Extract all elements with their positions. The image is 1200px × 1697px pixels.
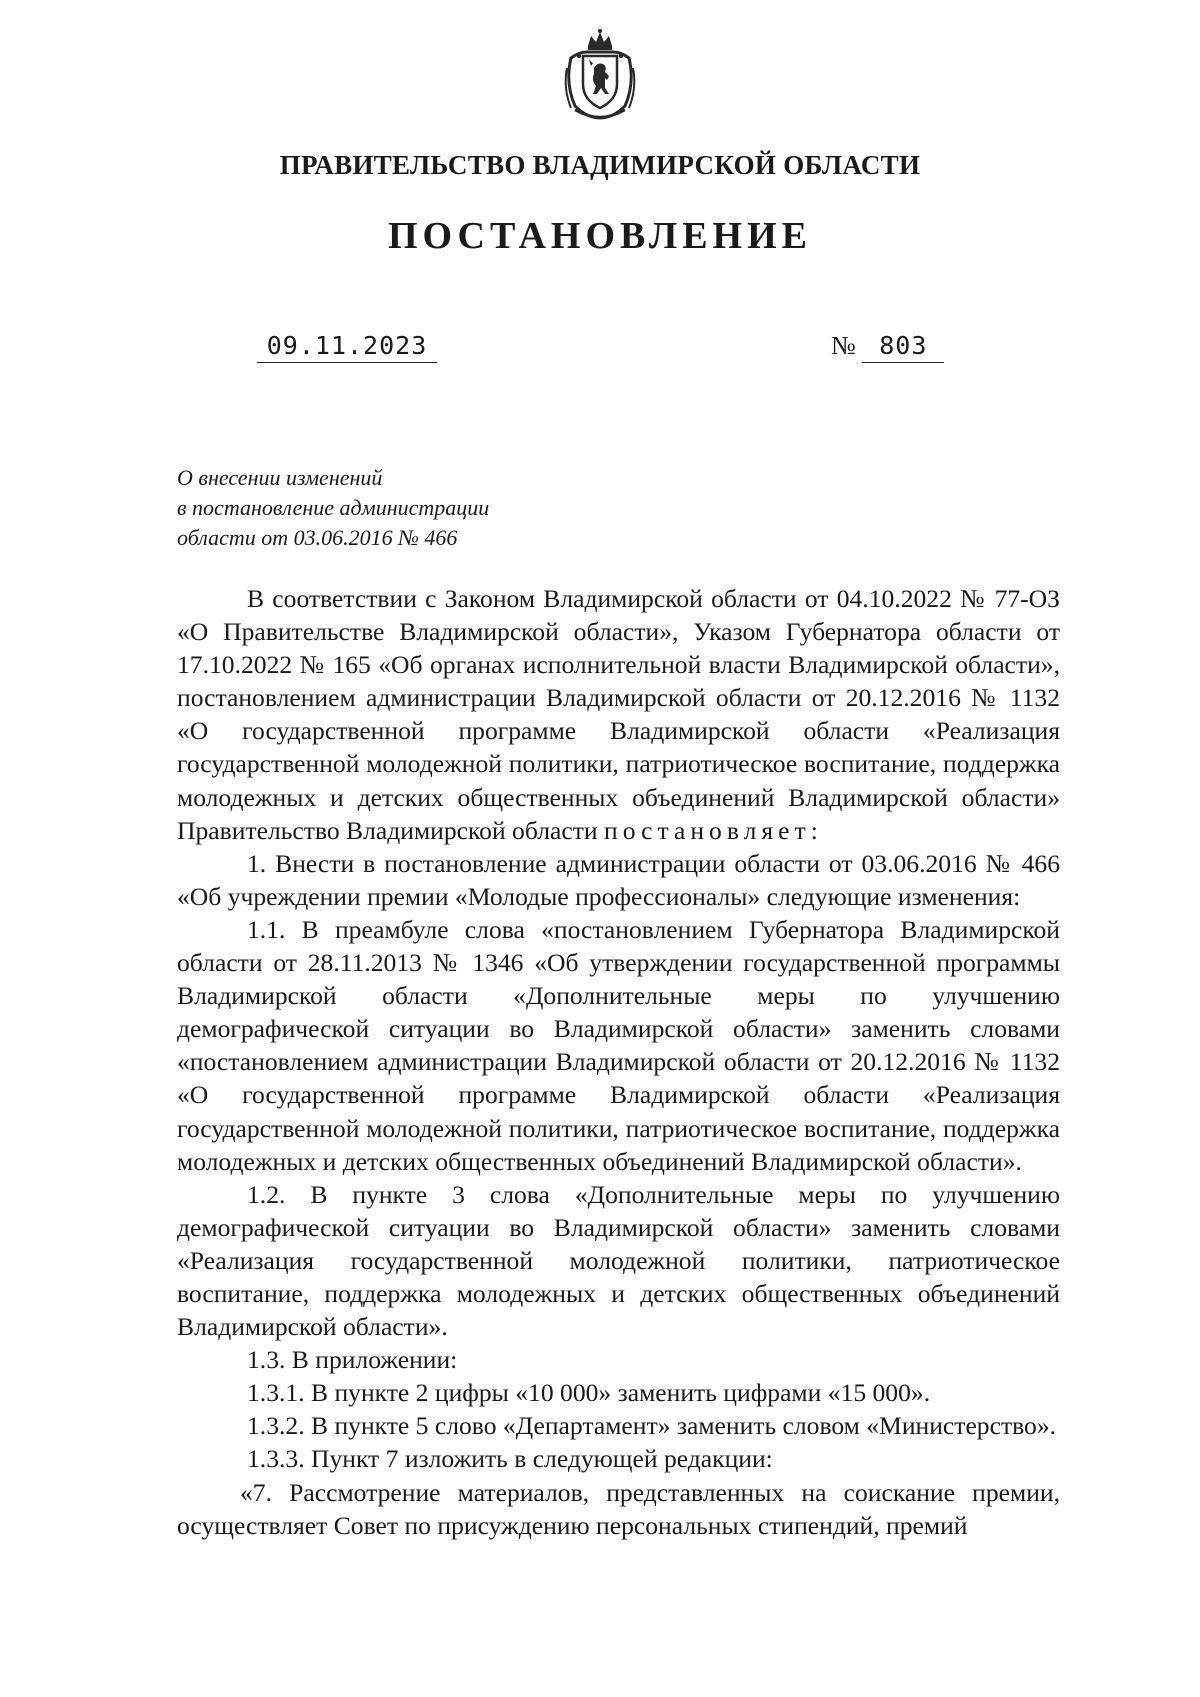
- item-1-3-3: 1.3.3. Пункт 7 изложить в следующей редакции:: [247, 1444, 773, 1474]
- preamble-text: В соответствии с Законом Владимирской области от 04.10.2022 № 77-ОЗ «О Правительстве Владимирской области», Указом Губернатора области от 17.10.2022 № 165 «Об органах исполнительной власти Владимирской области», постановлением администрации Владимирской области от 20.12.2016 № 1132 «О государственной программе Владимирской области «Реализация государственной молодежной политики, патриотическое воспитание, поддержка молодежных и детских общественных объединений Владимирской области» Правительство Владимирской области: [177, 584, 1060, 845]
- number-sign: №: [831, 331, 856, 360]
- item-1-3-1: 1.3.1. В пункте 2 цифры «10 000» заменить цифрами «15 000».: [247, 1378, 931, 1408]
- subject-line: О внесении изменений: [177, 465, 383, 490]
- document-number: 803: [862, 330, 944, 363]
- item-7-quote: «7. Рассмотрение материалов, представленных на соискание премии, осуществляет Совет по присуждению персональных стипендий, премий: [177, 1477, 1060, 1540]
- item-1-1: 1.1. В преамбуле слова «постановлением Губернатора Владимирской области от 28.11.2013 № 1346 «Об утверждении государственной программы Владимирской области «Дополнительные меры по улучшению демографической ситуации во Владимирской области» заменить словами «постановлением администрации Владимирской области от 20.12.2016 № 1132 «О государственной программе Владимирской области «Реализация государственной молодежной политики, патриотическое воспитание, поддержка молодежных и детских общественных объединений Владимирской области».: [177, 914, 1060, 1176]
- item-1-3: 1.3. В приложении:: [247, 1345, 458, 1375]
- vladimir-coat-of-arms-icon: [561, 28, 639, 120]
- document-type-title: ПОСТАНОВЛЕНИЕ: [387, 215, 813, 257]
- item-1-3-2: 1.3.2. В пункте 5 слово «Департамент» заменить словом «Министерство».: [247, 1411, 1057, 1441]
- item-1-2: 1.2. В пункте 3 слова «Дополнительные меры по улучшению демографической ситуации во Владимирской области» заменить словами «Реализация государственной молодежной политики, патриотическое воспитание, поддержка молодежных и детских общественных объединений Владимирской области».: [177, 1179, 1060, 1342]
- subject-line: области от 03.06.2016 № 466: [177, 525, 458, 550]
- document-subject: [177, 463, 489, 553]
- preamble-paragraph: [177, 582, 1060, 847]
- decree-word: постановляет:: [604, 815, 823, 845]
- document-body: [177, 582, 1060, 1542]
- item-1: 1. Внести в постановление администрации области от 03.06.2016 № 466 «Об учреждении премии «Молодые профессионалы» следующие изменения:: [177, 848, 1060, 911]
- subject-line: в постановление администрации: [177, 495, 490, 520]
- document-date: 09.11.2023: [257, 330, 437, 363]
- document-number-block: [831, 330, 944, 363]
- organization-title: ПРАВИТЕЛЬСТВО ВЛАДИМИРСКОЙ ОБЛАСТИ: [279, 150, 921, 180]
